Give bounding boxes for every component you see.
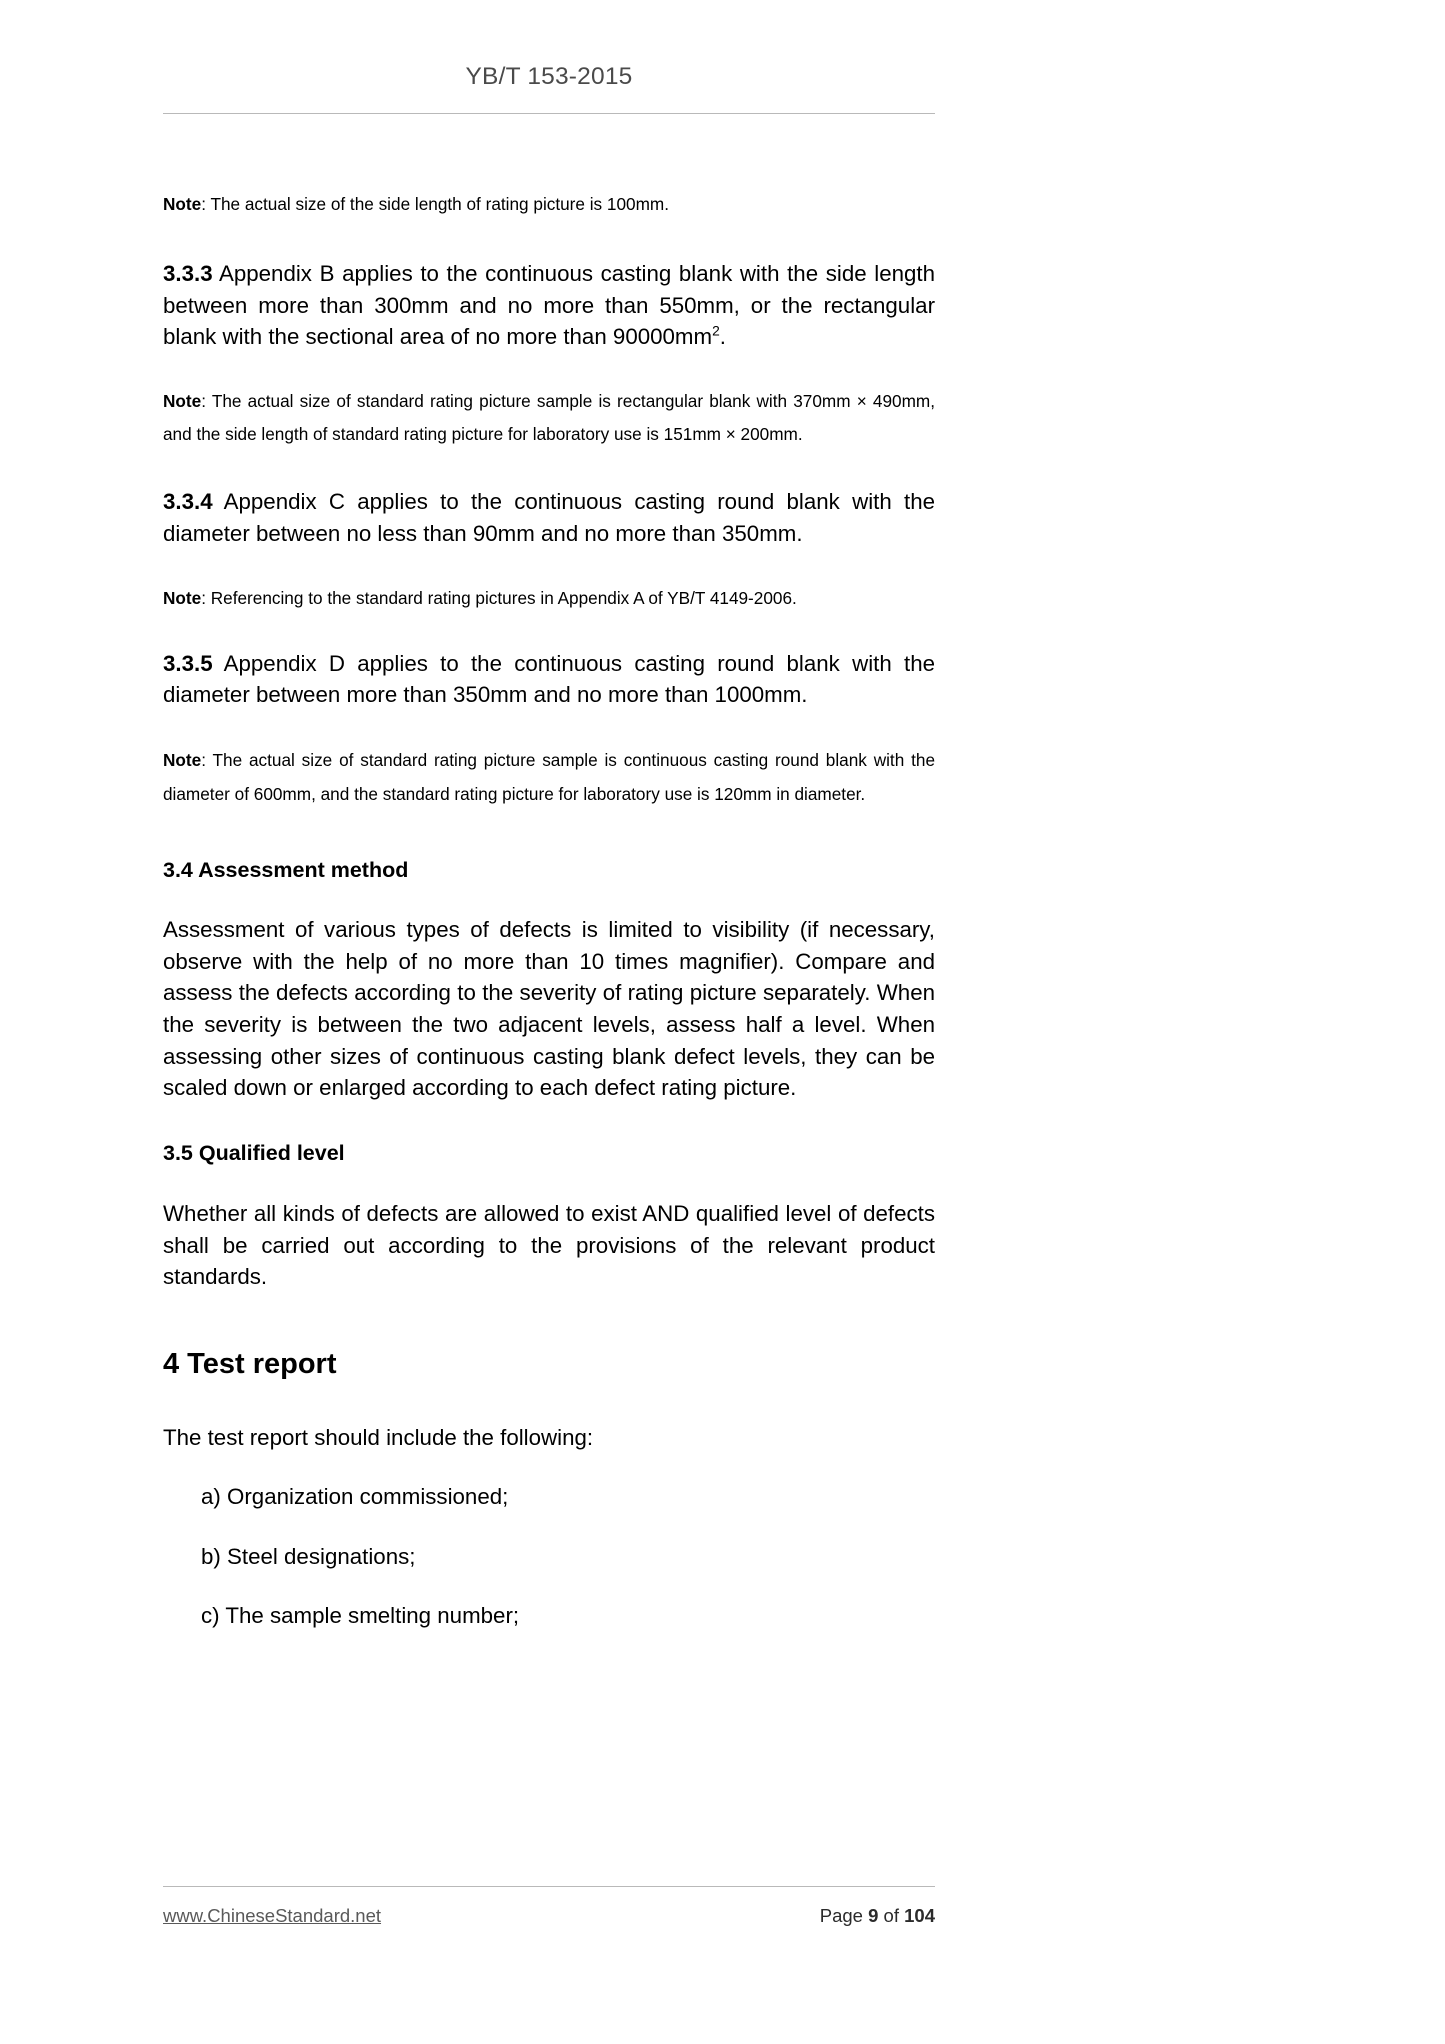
standard-number-title: YB/T 153-2015 [465,63,633,90]
note-standard-sample-rectangular [163,385,935,452]
footer-row [163,1905,935,1927]
section-3-3-3 [163,258,935,353]
section-text: Appendix B applies to the continuous casting blank with the side length between more than 300mm and no more than 550mm, or the rectangular blank with the sectional area of no more than 90000mm [163,260,935,350]
note-standard-sample-round [163,744,935,811]
page-content [163,0,935,1631]
page-current: 9 [868,1905,879,1926]
page-total: 104 [904,1905,935,1926]
section-number: 3.3.4 [163,488,213,514]
header-divider [163,113,935,114]
footer-divider [163,1886,935,1887]
note-label: Note [163,588,202,609]
note-text: : Referencing to the standard rating pictures in Appendix A of YB/T 4149-2006. [201,588,797,609]
list-item: b) Steel designations; [201,1543,416,1569]
footer-website-link[interactable]: www.ChineseStandard.net [163,1905,382,1926]
note-referencing-appendix-a [163,582,935,616]
paragraph-test-report-intro: The test report should include the following: [163,1424,594,1450]
heading-3-4-assessment-method: 3.4 Assessment method [163,858,409,883]
note-rating-picture-size [163,188,935,222]
note-label: Note [163,194,202,215]
page-middle: of [878,1905,905,1926]
paragraph-assessment-method: Assessment of various types of defects is limited to visibility (if necessary, observe with the help of no more than 10 times magnifier). Compare and assess the defects according to the severity of rating picture separately. When the severity is between the two adjacent levels, assess half a level. When assessing other sizes of continuous casting blank defect levels, they can be scaled down or enlarged according to each defect rating picture. [163,917,935,1101]
section-3-3-4 [163,486,935,549]
section-3-3-5 [163,648,935,711]
list-item: a) Organization commissioned; [201,1484,509,1510]
note-text: : The actual size of standard rating picture sample is rectangular blank with 370mm × 490mm, and the side length of standard rating picture for laboratory use is 151mm × 200mm. [163,390,935,445]
list-item: c) The sample smelting number; [201,1602,520,1628]
note-label: Note [163,390,202,411]
paragraph-qualified-level: Whether all kinds of defects are allowed to exist AND qualified level of defects shall be carried out according to the provisions of the relevant product standards. [163,1200,935,1290]
section-text-tail: . [719,324,726,350]
section-text: Appendix C applies to the continuous casting round blank with the diameter between no less than 90mm and no more than 350mm. [163,488,935,546]
page-header [163,0,935,114]
section-text: Appendix D applies to the continuous casting round blank with the diameter between more than 350mm and no more than 1000mm. [163,650,935,708]
note-text: : The actual size of standard rating picture sample is continuous casting round blank with the diameter of 600mm, and the standard rating picture for laboratory use is 120mm in diameter. [163,750,935,804]
superscript-exponent: 2 [712,322,720,339]
note-label: Note [163,750,202,771]
note-text: : The actual size of the side length of rating picture is 100mm. [201,194,670,215]
heading-4-test-report: 4 Test report [163,1347,337,1380]
heading-3-5-qualified-level: 3.5 Qualified level [163,1141,345,1166]
section-number: 3.3.5 [163,650,213,676]
page-prefix: Page [819,1905,869,1926]
section-number: 3.3.3 [163,260,213,286]
footer-page-number [820,1905,935,1927]
page-footer [163,1886,935,1927]
